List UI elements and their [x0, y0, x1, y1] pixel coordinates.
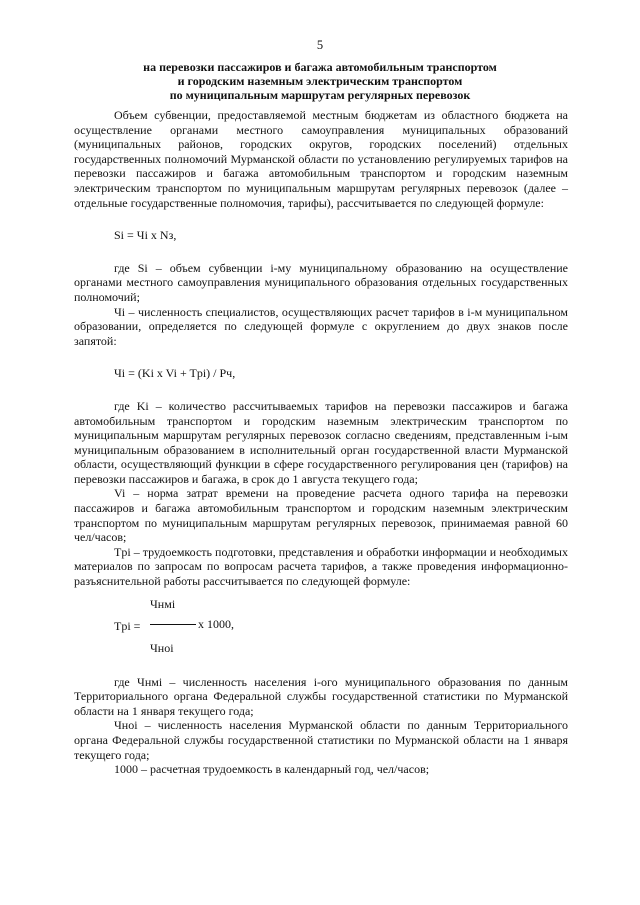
- formula-labor: [114, 597, 568, 657]
- section-title: [60, 60, 580, 102]
- formula-labor-numerator: Чнмi: [150, 596, 176, 611]
- title-line-3: по муниципальным маршрутам регулярных перевозок: [169, 88, 471, 102]
- document-body: [74, 108, 568, 777]
- definition-ki: где Ki – количество рассчитываемых тарифов на перевозки пассажиров и багажа автомобильным транспортом и городским наземным электрическим транспортом по муниципальным маршрутам регулярных перевозок согласно сведениям, представленным i-ым муниципальным образованием в исполнительный орган государственной власти Мурманской области, осуществляющий функции в сфере государственного регулирования цен (тарифов) на перевозки пассажиров и багажа, в срок до 1 августа текущего года;: [74, 398, 568, 486]
- page-number: 5: [316, 38, 324, 52]
- definition-tpi: Tpi – трудоемкость подготовки, представления и обработки информации и необходимых материалов по запросам по вопросам расчета тарифов, а также проведения информационно-разъяснительной работы рассчитывается по следующей формуле:: [74, 544, 568, 589]
- definition-si: где Si – объем субвенции i-му муниципальному образованию на осуществление органами местного самоуправления муниципального образования отдельных государственных полномочий;: [74, 260, 568, 304]
- title-line-1: на перевозки пассажиров и багажа автомобильным транспортом: [143, 60, 497, 74]
- intro-paragraph: Объем субвенции, предоставляемой местным бюджетам из областного бюджета на осуществление органами местного самоуправления муниципальных образований (муниципальных районов, городских округов, городских поселений) отдельных государственных полномочий Мурманской области по установлению регулируемых тарифов на перевозки пассажиров и багажа автомобильным транспортом и городским наземным электрическим транспортом по муниципальным маршрутам регулярных перевозок (далее – отдельные государственные полномочия, тарифы), рассчитывается по следующей формуле:: [74, 108, 568, 210]
- definition-vi: Vi – норма затрат времени на проведение расчета одного тарифа на перевозки пассажиров и багажа автомобильным транспортом и городским наземным электрическим транспортом по муниципальным маршрутам регулярных перевозок, принимаемая равной 60 чел/часов;: [74, 486, 568, 545]
- formula-staff: Чi = (Ki x Vi + Tpi) / Рч,: [114, 366, 236, 381]
- formula-labor-lhs: Tpi =: [114, 618, 141, 633]
- formula-labor-rhs: x 1000,: [198, 616, 234, 631]
- formula-labor-denominator: Чноi: [150, 640, 174, 655]
- definition-chnoi: Чноi – численность населения Мурманской области по данным Территориального органа Федеральной службы государственной статистики по Мурманской области на 1 января текущего года;: [74, 718, 568, 762]
- definition-chnmi: где Чнмi – численность населения i-ого муниципального образования по данным Территориального органа Федеральной службы государственной статистики по Мурманской области на 1 января текущего года;: [74, 674, 568, 718]
- definition-chi: Чi – численность специалистов, осуществляющих расчет тарифов в i-м муниципальном образовании, определяется по следующей формуле с округлением до двух знаков после запятой:: [74, 304, 568, 348]
- definition-1000: 1000 – расчетная трудоемкость в календарный год, чел/часов;: [114, 762, 430, 777]
- title-line-2: и городским наземным электрическим транспортом: [177, 74, 463, 88]
- fraction-bar: [150, 624, 196, 625]
- formula-subsidy: Si = Чi x Nз,: [114, 228, 177, 243]
